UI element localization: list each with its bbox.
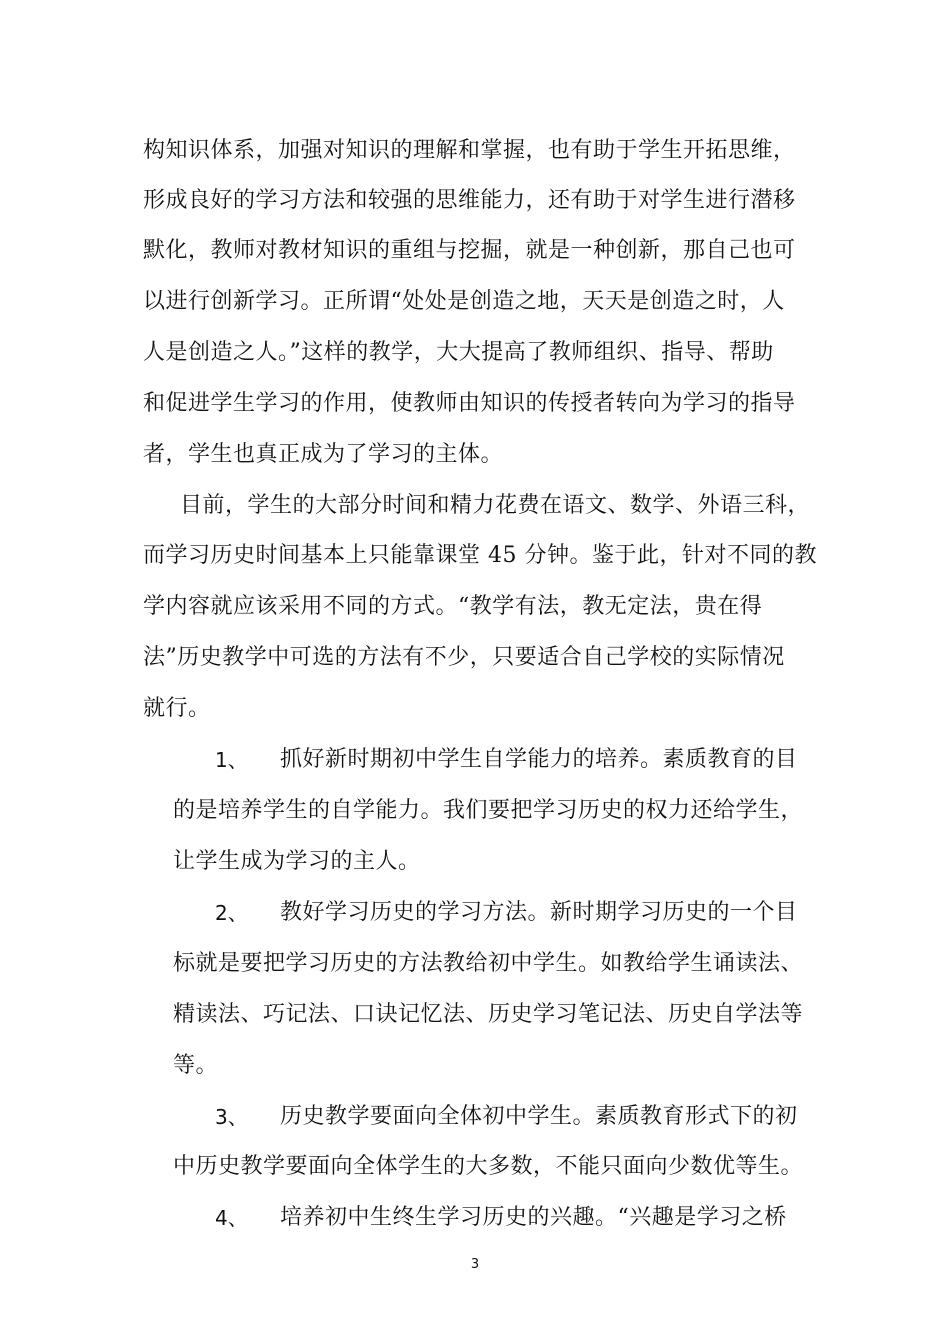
list-item-number: 2、 [215,901,248,925]
text-line: 学内容就应该采用不同的方式。“教学有法，教无定法，贵在得 [143,594,763,619]
text-line: 让学生成为学习的主人。 [173,849,421,874]
text-line: 形成良好的学习方法和较强的思维能力，还有助于对学生进行潜移 [143,188,796,213]
text-line: 以进行创新学习。正所谓“处处是创造之地，天天是创造之时，人 [143,289,785,314]
text-line: 教好学习历史的学习方法。新时期学习历史的一个目 [280,900,798,925]
text-line: 和促进学生学习的作用，使教师由知识的传授者转向为学习的指导 [143,391,796,416]
text-line: 历史教学要面向全体初中学生。素质教育形式下的初 [280,1104,798,1129]
text-line: 培养初中生终生学习历史的兴趣。“兴趣是学习之桥 [280,1205,787,1230]
text-line: 等。 [173,1053,219,1078]
text-line: 的是培养学生的自学能力。我们要把学习历史的权力还给学生， [173,798,804,823]
list-item-number: 1、 [215,748,248,772]
text-line: 精读法、巧记法、口诀记忆法、历史学习笔记法、历史自学法等 [173,1002,804,1027]
text-line: 目前，学生的大部分时间和精力花费在语文、数学、外语三科， [180,493,811,518]
text-line: 就行。 [143,696,211,721]
text-line: 者，学生也真正成为了学习的主体。 [143,442,504,467]
text-line: 法”历史教学中可选的方法有不少，只要适合自己学校的实际情况 [143,645,785,670]
text-line: 标就是要把学习历史的方法教给初中学生。如教给学生诵读法、 [173,951,804,976]
text-line: 抓好新时期初中学生自学能力的培养。素质教育的目 [280,747,798,772]
page-number: 3 [470,1257,480,1272]
list-item-number: 3、 [215,1105,248,1129]
text-line: 人是创造之人。”这样的教学，大大提高了教师组织、指导、帮助 [143,340,774,365]
text-line: 而学习历史时间基本上只能靠课堂 45 分钟。鉴于此，针对不同的教 [143,543,817,568]
text-line: 中历史教学要面向全体学生的大多数，不能只面向少数优等生。 [173,1154,804,1179]
list-item-number: 4、 [215,1206,248,1230]
text-line: 默化，教师对教材知识的重组与挖掘，就是一种创新，那自己也可 [143,238,796,263]
text-line: 构知识体系，加强对知识的理解和掌握，也有助于学生开拓思维， [143,138,796,163]
